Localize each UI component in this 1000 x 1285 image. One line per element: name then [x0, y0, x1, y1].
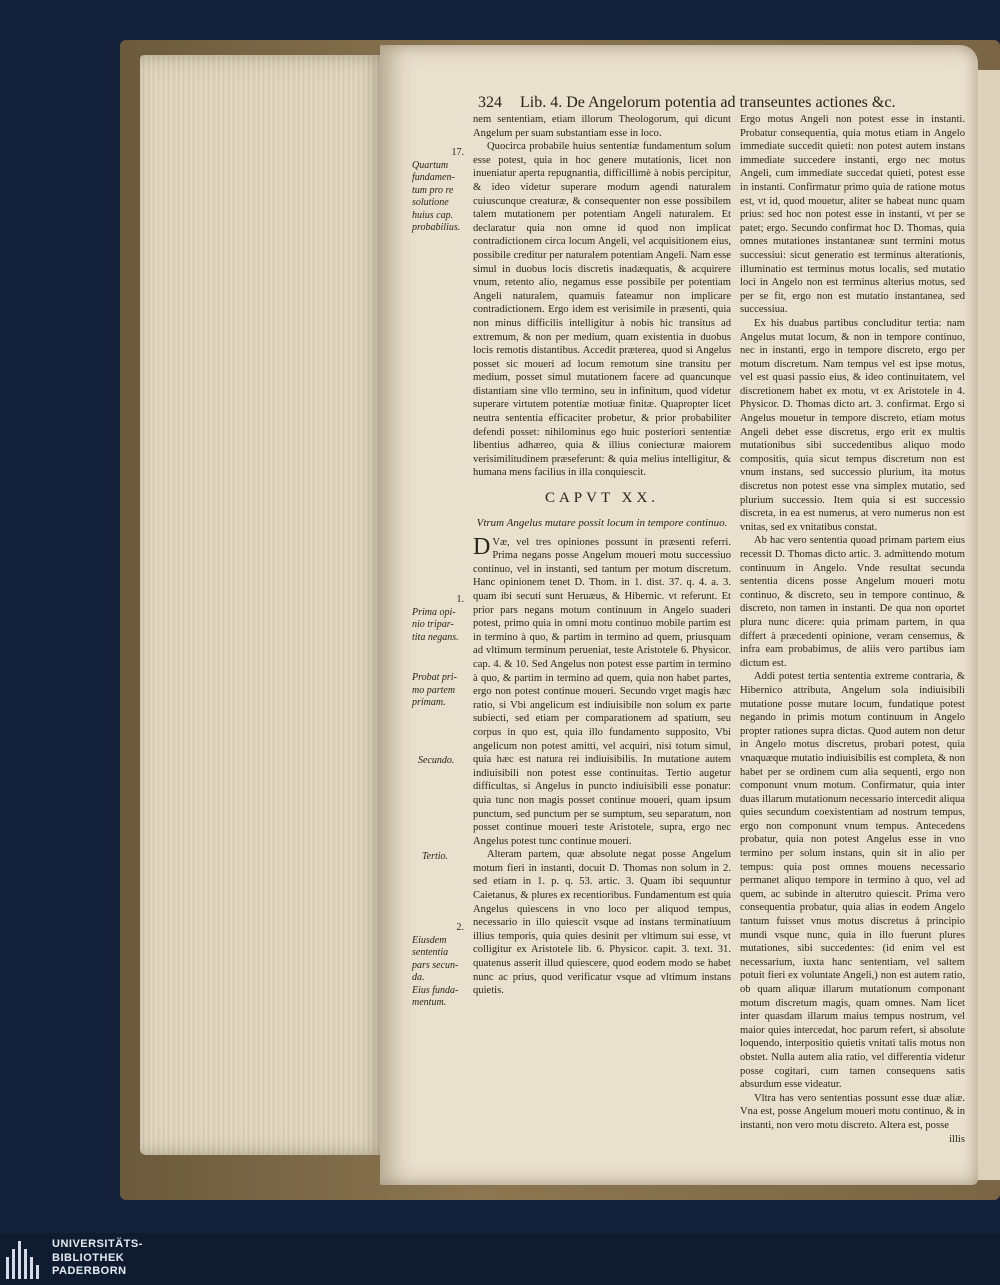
page-number: 324: [478, 94, 502, 111]
margin-note-line: solutione: [412, 197, 449, 208]
margin-note-secundo: [418, 755, 470, 768]
margin-note-line: Secundo.: [418, 755, 455, 766]
paragraph-text: Væ, vel tres opiniones possunt in præsenti referri. Prima negans posse Angelum moueri motu successiuo continuo, vel in instanti, sed tantum per motum discretum. Hanc opinionem tenet D. Thom. in 1. dist. 37. q. 4. a. 3. quam ibi secuti sunt Heruæus, & Hibernic. vt referunt. Et prior pars negans motum continuum in Angelo suaderi potest, primo quia in omni motu continuo mobile partim est in termino à quo, & partim in termino ad quem, priusquam ad vltimum terminum perueniat, teste Aristotele 6. Physicor. cap. 4. & 10. Sed Angelus non potest esse partim in termino à quo, & partim in termino ad quem, quia non habet partes, ergo non potest continue moueri. Secundo vrget magis hæc ratio, si Vbi angelicum est indiuisibile non solum ex parte subiecti, sed etiam per comparationem ad spatium, seu corpus in quo est, quia illo fundamento supposito, Vbi angelicum non potest amitti, vel acquiri, nisi totum simul, quia hæc est natura rei indiuisibilis. In mutatione autem indiuisibili non potest esse continuitas. Tertio augetur difficultas, si Angelus in puncto indiuisibili esse ponatur: quia tunc non magis posset continue moueri, quam ipsum punctum, sed punctum per se sumptum, seu separatum, non posset continue moueri teste Aristotele, supra, ergo nec Angelus potest tunc continue moueri.: [473, 536, 731, 847]
chapter-subtitle: Vtrum Angelus mutare possit locum in tempore continuo.: [476, 516, 728, 529]
paragraph: Ab hac vero sententia quoad primam partem eius recessit D. Thomas dicto artic. 3. admittendo motum continuum in Angelo. Vnde resultat secunda sententia dicens posse Angelum moueri motu continuo, & discreto, seu in tempore continuo, & discreto, non tamen in instanti. De qua non oportet plura nunc dicere: quia primam partem, in qua differt à præcedenti opinione, veram censemus, & infra eam probabimus, de aliis vero partibus iam dictum est.: [740, 535, 965, 669]
facing-page-edge: [978, 70, 1000, 1180]
margin-note-line: Probat pri-: [412, 672, 457, 683]
catchword: illis: [949, 1133, 965, 1145]
margin-note-line: Eiusdem: [412, 934, 447, 946]
paragraph: Alteram partem, quæ absolute negat posse Angelum motum fieri in instanti, docuit D. Thomas non solum in 2. sed etiam in 1. p. q. 53. artic. 3. Quam ibi sequuntur Caietanus, & plures ex recentioribus. Fundamentum est quia Angelus quiescens in vno loco per aliquod tempus, necessario in illo quiescit vsque ad instans terminatiuum illius temporis, quia quies desinit per vltimum sui esse, vt colligitur ex Aristotele lib. 6. Physicor. capit. 3. text. 31. quatenus asserit illud quiescere, quod eodem modo se habet nunc ac prius, quod verificatur vsque ad vltimum instans quietis.: [473, 849, 731, 997]
running-title: Lib. 4. De Angelorum potentia ad transeuntes actiones &c.: [520, 94, 896, 111]
margin-note-line: mentum.: [412, 997, 447, 1008]
paragraph: nem sententiam, etiam illorum Theologorum, qui dicunt Angelum per suam substantiam esse in loco.: [473, 114, 731, 139]
margin-note-number: 1.: [456, 594, 464, 605]
margin-note-line: Eius funda-: [412, 984, 459, 996]
paragraph: Addi potest tertia sententia extreme contraria, & Hibernico attributa, Angelum sola indiuisibili mutatione posse mutare locum, fundatique potest negando in primis motum continuum in Angelo propter rationes supra dictas. Quod autem non detur in Angelo motus discretus, probari potest, quia vnaquæque mutatio indiuisibilis est completa, & non habet per se ordinem cum alia sequenti, ergo non componunt vnum motum. Confirmatur, quia inter duas illarum mutationum necessario intercedit aliqua quies secundum coexistentiam ad nostrum tempus, ergo non componunt vnum tempus. Antecedens probatur, quia non potest Angelus esse in vno termino per solum instans, quin sit in alio per tempus: quia post omnes mouens necessario permanet aliquo tempore in termino à quo, vel ad quem, ac subinde in alterutro quiescit. Prima vero consequentia probatur, quia alias in eodem Angelo tantum fuisset vnus motus discretus à principio mundi vsque nunc, quia in illo fuerunt plures mutationes, sibi succedentes: (id enim vel est necessarium, iuxta hanc sententiam, vel saltem potuit fieri ex voluntate Angeli,) non est autem ratio, ob quam aliquæ illarum mutationum componant motum discretum magis, quam omnes. Nam licet inter quasdam illarum maius tempus nostrum, vel maior quies intercedat, hoc parum refert, si absolute loquendo, interpositio quietis vnitati talis motus non obstet. Nulla autem alia ratio, vel differentia videtur posse cogitari, cum tamen consequens satis absurdum esse videatur.: [740, 671, 965, 1091]
margin-note-line: huius cap.: [412, 209, 454, 221]
paragraph: Quocirca probabile huius sententiæ fundamentum solum esse potest, quia in hoc genere mutationis, licet non inueniatur aperta repugnantia, difficillimè à nobis percipitur, & ideo videtur superare modum agendi naturalem cuiuscunque creaturæ, & consequenter non esse possibilem talem mutationem per potentiam Angeli naturalem. Et declaratur quia non omne id quod non implicat contradictionem circa locum Angeli, vel acquisitionem eius, possibile creditur per naturalem potentiam Angeli. Nam esse simul in duobus locis discretis inadæquatis, & acquirere vnum, retento alio, negamus esse possibile per potentiam Angeli naturalem, quamuis fateamur non implicare contradictionem. Ergo idem est verisimile in præsenti, quia non minus difficilis intelligitur à nobis hic transitus ad extremum, & non per medium, quam existentia in duobus locis remotis distantibus. Accedit præterea, quod si Angelus posset sic moueri ad locum remotum sine transitu per medium, posset simul mutationem facere ad quancunque distantiam sine vllo termino, seu in infinitum, quod videtur superare virtutem potentiæ motiuæ finitæ. Quapropter licet neutra sententia efficaciter probetur, & prior probabiliter defendi posset: nihilominus ego huic posteriori sententiæ libentius adhæreo, quia & illius coniecturæ maiorem verisimilitudinem præseferunt: & quia melius intelligitur, & humana mens facilius in illa conquiescit.: [473, 141, 731, 479]
text-column-right: [740, 113, 965, 1146]
paragraph: Ergo motus Angeli non potest esse in instanti. Probatur consequentia, quia motus etiam in Angelo immediate succedit quieti: non potest autem instans immediate succedere instanti, ergo nec motus Angeli, cum immediate succedat quieti, potest esse in instanti. Confirmatur primo quia de ratione motus est, vt id, quod mouetur, aliter se habeat nunc quam prius: sed hoc non potest esse in instanti, vt per se patet; ergo. Secundo confirmat hoc D. Thomas, quia omnes mutationes instantaneæ sunt termini motus successiui: sicut generatio est terminus alterationis, illuminatio est terminus motus localis, sed mutatio loci in Angelo non est terminus alterius motus, sed per se fit, ergo non est mutatio instantanea, sed successiua.: [740, 114, 965, 316]
library-logo-icon: [6, 1239, 42, 1279]
running-header: [478, 94, 948, 112]
margin-note-line: pars secun-: [412, 959, 459, 971]
drop-cap: D: [473, 533, 491, 560]
margin-note-number: 2.: [456, 922, 464, 933]
margin-note-number: 17.: [451, 147, 464, 158]
margin-note-line: mo partem: [412, 684, 456, 696]
library-name-line: PADERBORN: [52, 1265, 127, 1277]
margin-note-line: Prima opi-: [412, 606, 456, 618]
margin-note-line: Tertio.: [422, 851, 449, 862]
paragraph: [473, 533, 731, 849]
margin-note-line: da.: [412, 972, 425, 983]
margin-note-line: nio tripar-: [412, 619, 454, 630]
library-footer: [0, 1233, 1000, 1285]
margin-note-line: tum pro re: [412, 184, 454, 196]
margin-note-17: [412, 147, 470, 235]
margin-note-line: Quartum: [412, 159, 449, 171]
margin-note-probat: [412, 672, 470, 710]
library-name: [52, 1238, 143, 1279]
paragraph: Ex his duabus partibus concluditur tertia: nam Angelus mutat locum, & non in tempore continuo, nec in instanti, ergo in tempore discreto, ergo per motum discretum. Nam tempus vel est ipse motus, vel est quasi passio eius, & ideo continuitatem, vel discretionem habet ex motu, vt ex Aristotele in 4. Physicor. D. Thomas dicto art. 3. confirmat. Ergo si Angelus mouetur in tempore discreto, etiam motus Angeli debet esse discretus, ergo erit ex multis mutationibus sibi succedentibus aliquo modo compositis, quia sicut tempus discretum non est vnum instans, sed successio plurium, ita motus discretus non potest esse vna simplex mutatio, sed plurium successio. Item quia si est successio discreta, in ea est numerus, at vero numerus non est vnitas, sed ex vnitatibus constat.: [740, 317, 965, 533]
margin-note-1: [412, 594, 470, 644]
margin-note-line: tita negans.: [412, 631, 459, 643]
paragraph: Vltra has vero sententias possunt esse duæ aliæ. Vna est, posse Angelum moueri motu continuo, & in instanti, non vero motu discreto. Altera est, posse: [740, 1092, 965, 1131]
margin-note-line: fundamen-: [412, 172, 455, 183]
library-name-line: BIBLIOTHEK: [52, 1251, 125, 1264]
library-name-line: UNIVERSITÄTS-: [52, 1238, 143, 1250]
page-edges: [140, 55, 385, 1155]
chapter-heading: CAPVT XX.: [544, 490, 660, 507]
margin-note-tertio: [422, 851, 470, 864]
margin-note-2: [412, 922, 470, 1010]
text-column-left: [473, 113, 731, 998]
margin-note-line: primam.: [412, 697, 446, 708]
margin-note-line: sententia: [412, 947, 449, 958]
margin-note-line: probabilius.: [412, 222, 461, 233]
